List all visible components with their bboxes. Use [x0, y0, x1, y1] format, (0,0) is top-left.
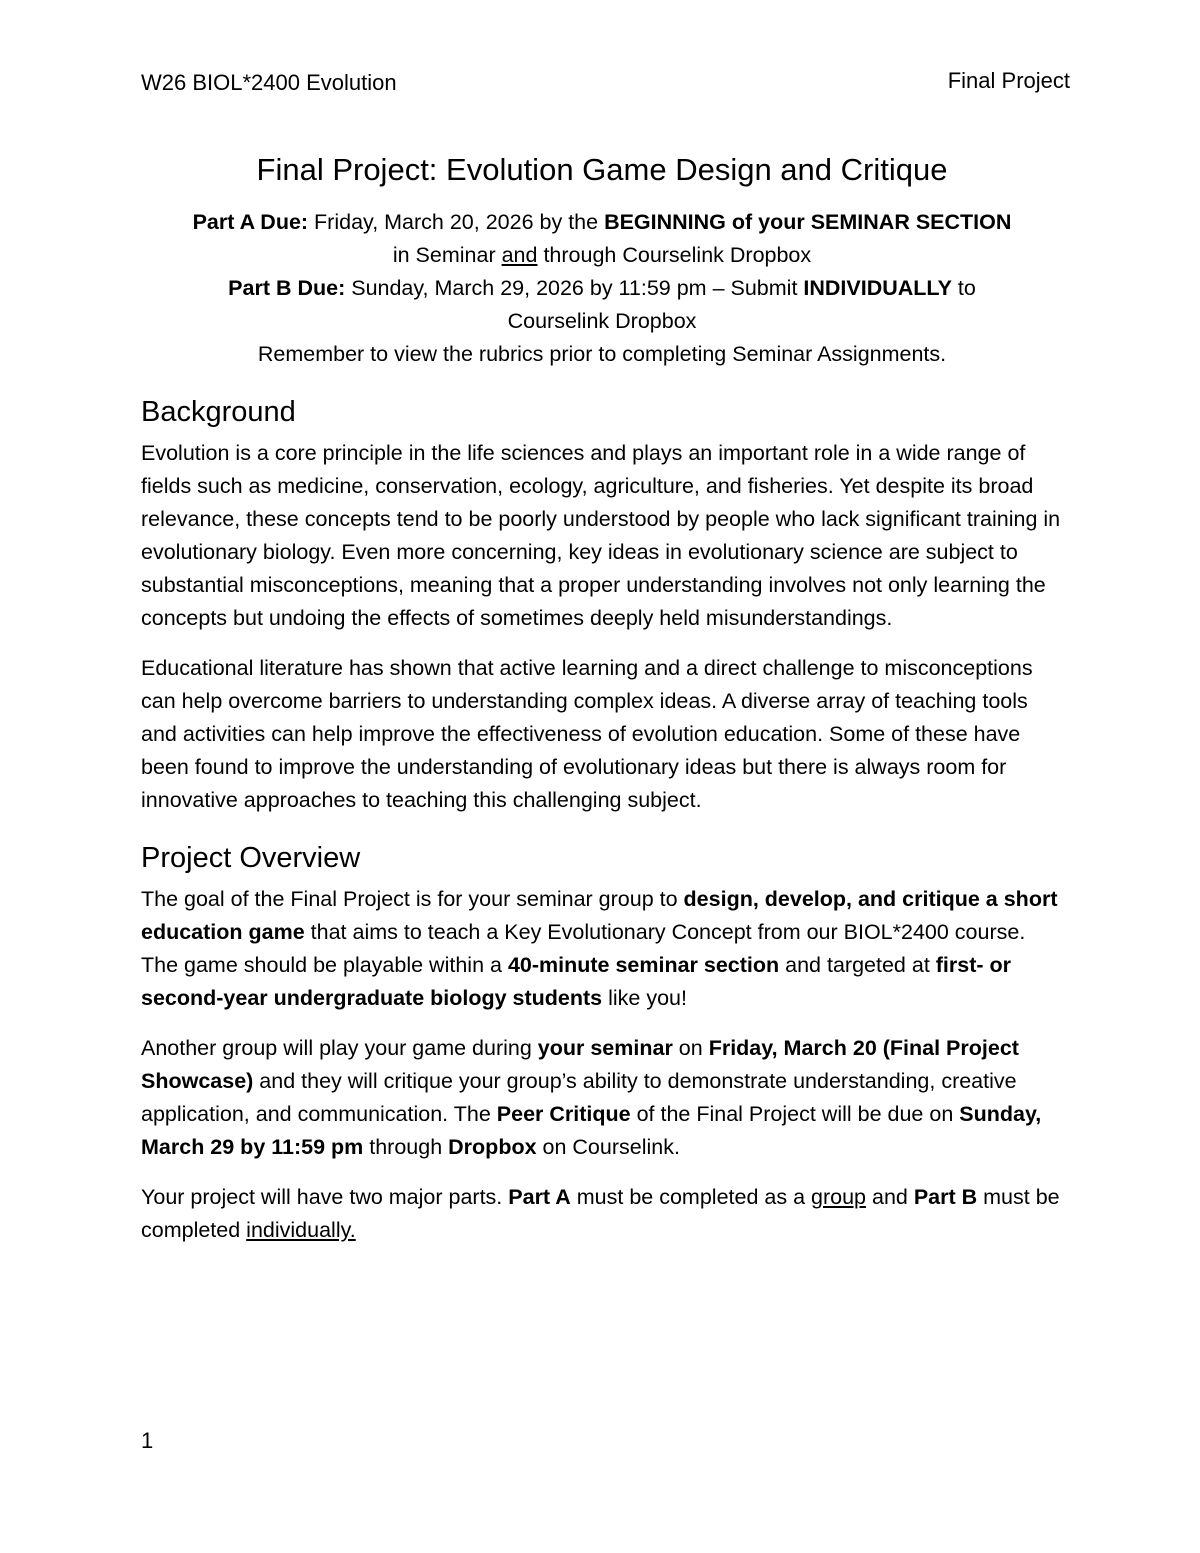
part-b-due-date: Sunday, March 29, 2026 by 11:59 pm – Submit — [345, 276, 804, 300]
text-run: through — [363, 1135, 449, 1159]
underline-run: individually. — [246, 1218, 356, 1242]
text-run: Your project will have two major parts. — [141, 1185, 509, 1209]
text-run: must be completed — [141, 1185, 1060, 1242]
part-b-due-post: to — [951, 276, 976, 300]
bold-run: Part A — [508, 1185, 571, 1209]
text-run: of the Final Project will be due on — [630, 1102, 960, 1126]
part-b-due-label: Part B Due: — [228, 276, 346, 300]
bold-run: your seminar — [537, 1036, 673, 1060]
part-a-due-emphasis: BEGINNING of your SEMINAR SECTION — [604, 210, 1012, 234]
text-run: Another group will play your game during — [141, 1036, 538, 1060]
part-a-due-line — [141, 206, 1063, 239]
part-a-due-date: Friday, March 20, 2026 by the — [308, 210, 605, 234]
underline-run: group — [811, 1185, 867, 1209]
text-run: like you! — [602, 986, 687, 1010]
page-number: 1 — [141, 1428, 154, 1453]
due-dates-block — [141, 206, 1063, 371]
bold-run: design, develop, and critique a short education game — [141, 887, 1058, 944]
background-paragraph-2: Educational literature has shown that active learning and a direct challenge to misconceptions can help overcome barriers to understanding complex ideas. A diverse array of teaching tools and activities can help improve the effectiveness of evolution education. Some of these have been found to improve the understanding of evolutionary ideas but there is always room for innovative approaches to teaching this challenging subject. — [141, 656, 1033, 812]
text-run: on — [672, 1036, 709, 1060]
background-heading: Background — [141, 396, 296, 428]
header-course: W26 BIOL*2400 Evolution — [141, 70, 397, 95]
bold-run: Peer Critique — [496, 1102, 631, 1126]
document-body — [141, 148, 1063, 1264]
page-title: Final Project: Evolution Game Design and Critique — [256, 152, 948, 187]
part-b-due-line-2: Courselink Dropbox — [507, 309, 697, 333]
text-run: and — [866, 1185, 914, 1209]
bold-run: Sunday, March 29 by 11:59 pm — [141, 1102, 1042, 1159]
bold-run: Part B — [913, 1185, 978, 1209]
part-b-due-line — [141, 272, 1063, 305]
bold-run: first- or second-year undergraduate biology students — [141, 953, 1012, 1010]
text-run: on Courselink. — [536, 1135, 680, 1159]
text-run: must be completed as a — [570, 1185, 812, 1209]
bold-run: Friday, March 20 (Final Project Showcase) — [141, 1036, 1019, 1093]
text-run: The goal of the Final Project is for your seminar group to — [141, 887, 684, 911]
rubric-reminder: Remember to view the rubrics prior to completing Seminar Assignments. — [257, 342, 947, 366]
part-a-line2-post: through Courselink Dropbox — [537, 243, 812, 267]
part-a-due-line-2 — [141, 239, 1063, 272]
overview-paragraph-2 — [141, 1032, 1063, 1164]
overview-paragraph-1 — [141, 883, 1063, 1015]
text-run: that aims to teach a Key Evolutionary Concept from our BIOL*2400 course. The game should be playable within a — [141, 920, 1026, 977]
part-b-due-emphasis: INDIVIDUALLY — [803, 276, 952, 300]
text-run: and targeted at — [779, 953, 936, 977]
header-doc-label: Final Project — [947, 68, 1070, 93]
overview-paragraph-3 — [141, 1181, 1063, 1247]
project-overview-heading: Project Overview — [141, 842, 361, 874]
part-a-line2-pre: in Seminar — [392, 243, 502, 267]
part-a-line2-underline: and — [501, 243, 538, 267]
background-paragraph-1: Evolution is a core principle in the life sciences and plays an important role in a wide range of fields such as medicine, conservation, ecology, agriculture, and fisheries. Yet despite its broad relevance, these concepts tend to be poorly understood by people who lack significant training in evolutionary biology. Even more concerning, key ideas in evolutionary science are subject to substantial misconceptions, meaning that a proper understanding involves not only learning the concepts but undoing the effects of sometimes deeply held misunderstandings. — [141, 441, 1061, 630]
part-a-due-label: Part A Due: — [192, 210, 309, 234]
bold-run: Dropbox — [448, 1135, 537, 1159]
text-run: and they will critique your group’s ability to demonstrate understanding, creative application, and communication. The — [141, 1069, 1017, 1126]
bold-run: 40-minute seminar section — [507, 953, 780, 977]
